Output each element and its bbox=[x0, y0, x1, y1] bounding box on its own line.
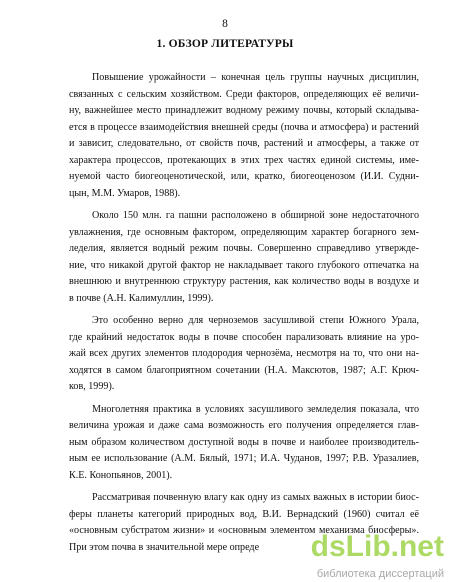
text-line: в почве (А.Н. Калимуллин, 1999). bbox=[69, 292, 214, 304]
text-line: К.Е. Конопьянов, 2001). bbox=[69, 469, 173, 481]
paragraph bbox=[69, 402, 419, 485]
text-line: феры планеты категорий природных вод, В.И. Вернадский (1960) считал её bbox=[69, 508, 419, 520]
text-line: величина урожая и даже сама возможность его получения определяется глав- bbox=[69, 420, 419, 431]
paragraph bbox=[69, 313, 419, 396]
text-line: Около 150 млн. га пашни расположено в обширной зоне недостаточного bbox=[92, 210, 419, 221]
paragraph bbox=[69, 70, 419, 202]
text-line: связанных с сельским хозяйством. Среди факторов, определяющих её величи- bbox=[69, 88, 419, 100]
text-line: ным образом количеством доступной воды в почве и наиболее производитель- bbox=[69, 436, 419, 448]
text-line: и зависит, следовательно, от свойств почв, растений и атмосферы, а также от bbox=[69, 138, 419, 149]
text-line: нуемой часто биогеоценотической, или, кратко, биогеоценозом (И.И. Судни- bbox=[69, 171, 419, 182]
text-line: увлажнения, где основным фактором, определяющим характер богарного зем- bbox=[69, 226, 419, 238]
page-number: 8 bbox=[222, 18, 228, 30]
text-line: Повышение урожайности – конечная цель группы научных дисциплин, bbox=[92, 72, 419, 83]
text-line: ным ее использование (А.М. Бялый, 1971; И.А. Чуданов, 1997; Р.В. Уразалиев, bbox=[69, 453, 419, 464]
chapter-title: 1. ОБЗОР ЛИТЕРАТУРЫ bbox=[156, 38, 294, 50]
text-line: Многолетняя практика в условиях засушливого земледелия показала, что bbox=[92, 403, 419, 415]
text-line: Рассматривая почвенную влагу как одну из самых важных в истории биос- bbox=[92, 492, 419, 503]
text-line: леделия, является водный режим почвы. Совершенно справедливо утвержде- bbox=[69, 243, 419, 254]
text-line: ков, 1999). bbox=[69, 381, 115, 392]
text-line: где крайний недостаток воды в почве способен парализовать влияние на уро- bbox=[69, 331, 419, 343]
watermark-logo: dsLib.net bbox=[310, 530, 444, 563]
text-line: При этом почва в значительной мере опреде bbox=[69, 541, 260, 553]
watermark bbox=[310, 530, 444, 580]
watermark-subtitle: библиотека диссертаций bbox=[316, 568, 444, 580]
text-line: «основным субстратом жизни» и «основным элементом механизма биосферы». bbox=[69, 525, 419, 536]
body-text bbox=[69, 70, 419, 562]
text-line: ну, важнейшее место принадлежит водному режиму почвы, который складыва- bbox=[69, 105, 419, 116]
text-line: ходятся в самом благоприятном сочетании (Н.А. Максютов, 1987; А.Г. Крюч- bbox=[69, 364, 419, 376]
text-line: ние, что никакой другой фактор не накладывает такого глубокого отпечатка на bbox=[69, 259, 419, 271]
text-line: ется в процессе взаимодействия внешней среды (почва и атмосфера) и растений bbox=[69, 121, 419, 133]
text-line: характера процессов, протекающих в этих трех частях единой системы, име- bbox=[69, 154, 419, 166]
text-line: Это особенно верно для черноземов засушливой степи Южного Урала, bbox=[92, 315, 419, 326]
text-line: жай всех других элементов плодородия чернозёма, несмотря на то, что они на- bbox=[69, 348, 419, 359]
text-line: цын, М.М. Умаров, 1988). bbox=[69, 187, 181, 199]
text-line: внешнюю и внутреннюю структуру растения, как количество воды в воздухе и bbox=[69, 276, 419, 287]
paragraph bbox=[69, 208, 419, 307]
